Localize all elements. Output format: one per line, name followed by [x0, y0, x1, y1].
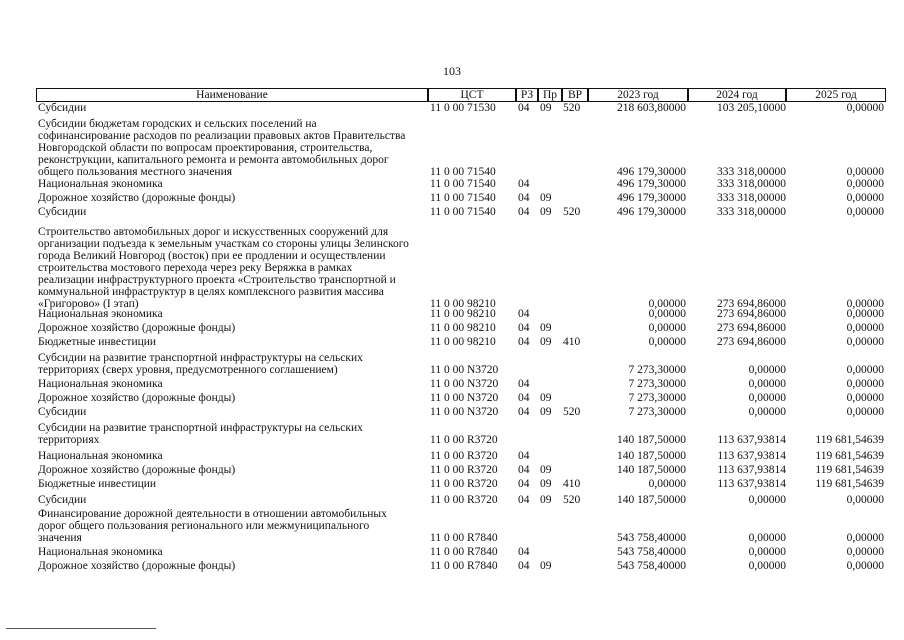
row-2024: 113 637,93814	[717, 450, 786, 462]
row-cst: 11 0 00 98210	[430, 322, 496, 334]
row-2023: 543 758,40000	[617, 532, 686, 544]
row-rz: 04	[518, 464, 530, 476]
row-cst: 11 0 00 71530	[430, 102, 496, 114]
row-cst: 11 0 00 71540	[430, 166, 496, 178]
row-pr: 09	[540, 560, 552, 572]
row-2024: 0,00000	[748, 546, 786, 558]
row-2023: 140 187,50000	[617, 464, 686, 476]
table-row	[0, 422, 904, 446]
row-2023: 543 758,40000	[617, 560, 686, 572]
row-cst: 11 0 00 N3720	[430, 406, 499, 418]
row-cst: 11 0 00 R7840	[430, 560, 498, 572]
row-name: Субсидии	[38, 406, 87, 418]
row-rz: 04	[518, 560, 530, 572]
row-2023: 543 758,40000	[617, 546, 686, 558]
table-row	[0, 450, 904, 462]
row-cst: 11 0 00 98210	[430, 336, 496, 348]
row-2023: 0,00000	[648, 298, 686, 310]
table-row	[0, 508, 904, 544]
row-vr: 520	[563, 406, 581, 418]
row-2024: 0,00000	[748, 378, 786, 390]
row-cst: 11 0 00 R3720	[430, 450, 498, 462]
row-2024: 273 694,86000	[717, 308, 786, 320]
table-row	[0, 352, 904, 376]
row-2024: 113 637,93814	[717, 464, 786, 476]
row-vr: 520	[563, 206, 581, 218]
row-2025: 0,00000	[846, 378, 884, 390]
row-pr: 09	[540, 322, 552, 334]
row-2025: 0,00000	[846, 336, 884, 348]
row-2024: 333 318,00000	[717, 178, 786, 190]
row-cst: 11 0 00 N3720	[430, 364, 499, 376]
row-pr: 09	[540, 464, 552, 476]
row-vr: 520	[563, 102, 581, 114]
row-rz: 04	[518, 450, 530, 462]
table-row	[0, 464, 904, 476]
row-name: Национальная экономика	[38, 378, 163, 390]
row-2024: 333 318,00000	[717, 192, 786, 204]
row-2024: 103 205,10000	[717, 102, 786, 114]
row-pr: 09	[540, 478, 552, 490]
row-2025: 0,00000	[846, 192, 884, 204]
table-row	[0, 546, 904, 558]
row-rz: 04	[518, 392, 530, 404]
table-row	[0, 118, 904, 178]
row-rz: 04	[518, 322, 530, 334]
row-pr: 09	[540, 192, 552, 204]
row-rz: 04	[518, 178, 530, 190]
table-row	[0, 392, 904, 404]
row-vr: 410	[563, 478, 581, 490]
row-2023: 496 179,30000	[617, 178, 686, 190]
header-vr: ВР	[562, 88, 588, 102]
row-2025: 0,00000	[846, 406, 884, 418]
row-2024: 333 318,00000	[717, 166, 786, 178]
row-2023: 496 179,30000	[617, 206, 686, 218]
footer-divider	[6, 628, 156, 629]
table-row	[0, 406, 904, 418]
row-cst: 11 0 00 71540	[430, 192, 496, 204]
header-2025: 2025 год	[786, 88, 886, 102]
row-2024: 0,00000	[748, 560, 786, 572]
row-vr: 410	[563, 336, 581, 348]
row-cst: 11 0 00 N3720	[430, 392, 499, 404]
row-rz: 04	[518, 478, 530, 490]
row-rz: 04	[518, 206, 530, 218]
row-2024: 0,00000	[748, 494, 786, 506]
row-cst: 11 0 00 R7840	[430, 546, 498, 558]
row-cst: 11 0 00 98210	[430, 298, 496, 310]
row-name: Субсидии	[38, 494, 87, 506]
row-2023: 496 179,30000	[617, 192, 686, 204]
row-pr: 09	[540, 206, 552, 218]
row-2023: 218 603,80000	[617, 102, 686, 114]
header-name: Наименование	[36, 88, 428, 102]
header-cst: ЦСТ	[428, 88, 516, 102]
table-row	[0, 308, 904, 320]
row-cst: 11 0 00 71540	[430, 178, 496, 190]
table-row	[0, 560, 904, 572]
table-row	[0, 322, 904, 334]
row-2025: 0,00000	[846, 532, 884, 544]
row-name: Национальная экономика	[38, 308, 163, 320]
row-2024: 113 637,93814	[717, 478, 786, 490]
row-name: Национальная экономика	[38, 450, 163, 462]
row-2024: 273 694,86000	[717, 336, 786, 348]
row-2025: 0,00000	[846, 392, 884, 404]
row-cst: 11 0 00 R7840	[430, 532, 498, 544]
row-2024: 0,00000	[748, 364, 786, 376]
row-name: Финансирование дорожной деятельности в отношении автомобильных дорог общего пользования регионального или межмуниципального значения	[38, 508, 387, 544]
row-2023: 0,00000	[648, 322, 686, 334]
row-2025: 0,00000	[846, 308, 884, 320]
row-cst: 11 0 00 R3720	[430, 478, 498, 490]
row-name: Субсидии	[38, 206, 87, 218]
row-vr: 520	[563, 494, 581, 506]
row-2025: 0,00000	[846, 206, 884, 218]
row-2025: 0,00000	[846, 178, 884, 190]
table-row	[0, 192, 904, 204]
table-row	[0, 102, 904, 114]
row-2025: 0,00000	[846, 364, 884, 376]
header-2023: 2023 год	[588, 88, 688, 102]
row-rz: 04	[518, 192, 530, 204]
row-2025: 0,00000	[846, 494, 884, 506]
row-pr: 09	[540, 406, 552, 418]
row-2024: 273 694,86000	[717, 298, 786, 310]
row-2025: 119 681,54639	[815, 464, 884, 476]
table-row	[0, 378, 904, 390]
row-2023: 7 273,30000	[628, 392, 686, 404]
row-rz: 04	[518, 308, 530, 320]
row-cst: 11 0 00 N3720	[430, 378, 499, 390]
row-name: Дорожное хозяйство (дорожные фонды)	[38, 322, 236, 334]
row-pr: 09	[540, 392, 552, 404]
row-name: Национальная экономика	[38, 178, 163, 190]
row-cst: 11 0 00 R3720	[430, 434, 498, 446]
row-2023: 7 273,30000	[628, 406, 686, 418]
row-rz: 04	[518, 378, 530, 390]
row-2024: 113 637,93814	[717, 434, 786, 446]
header-2024: 2024 год	[688, 88, 786, 102]
table-row	[0, 226, 904, 310]
table-row	[0, 206, 904, 218]
row-name: Субсидии бюджетам городских и сельских поселений на софинансирование расходов по реализации правовых актов Правительства Новгородской области по вопросам проектирования, строительства, реконструкции, капитального ремонта и ремонта автомобильных дорог общего пользования местного значения	[38, 118, 406, 178]
row-2024: 0,00000	[748, 392, 786, 404]
table-row	[0, 178, 904, 190]
table-row	[0, 478, 904, 490]
row-2025: 119 681,54639	[815, 478, 884, 490]
row-2023: 140 187,50000	[617, 434, 686, 446]
row-rz: 04	[518, 336, 530, 348]
row-cst: 11 0 00 R3720	[430, 494, 498, 506]
row-2025: 119 681,54639	[815, 434, 884, 446]
row-rz: 04	[518, 546, 530, 558]
row-rz: 04	[518, 494, 530, 506]
row-cst: 11 0 00 98210	[430, 308, 496, 320]
header-rz: РЗ	[516, 88, 538, 102]
row-2023: 140 187,50000	[617, 494, 686, 506]
row-2023: 496 179,30000	[617, 166, 686, 178]
row-name: Строительство автомобильных дорог и искусственных сооружений для организации подъезда к земельным участкам со стороны улицы Зелинского города Великий Новгород (восток) при ее продлении и осуществлении строительства мостового перехода через реку Веряжка в рамках реализации инфраструктурного проекта «Строительство транспортной и коммунальной инфраструктур в целях комплексного развития массива «Григорово» (I этап)	[38, 226, 409, 310]
row-name: Национальная экономика	[38, 546, 163, 558]
row-2025: 119 681,54639	[815, 450, 884, 462]
table-row	[0, 336, 904, 348]
row-2024: 0,00000	[748, 406, 786, 418]
header-pr: Пр	[538, 88, 562, 102]
row-cst: 11 0 00 71540	[430, 206, 496, 218]
row-name: Дорожное хозяйство (дорожные фонды)	[38, 560, 236, 572]
row-pr: 09	[540, 494, 552, 506]
row-pr: 09	[540, 336, 552, 348]
row-2025: 0,00000	[846, 166, 884, 178]
row-name: Субсидии	[38, 102, 87, 114]
row-2023: 7 273,30000	[628, 364, 686, 376]
row-rz: 04	[518, 406, 530, 418]
row-name: Дорожное хозяйство (дорожные фонды)	[38, 392, 236, 404]
row-name: Бюджетные инвестиции	[38, 478, 157, 490]
row-name: Дорожное хозяйство (дорожные фонды)	[38, 192, 236, 204]
row-2023: 140 187,50000	[617, 450, 686, 462]
row-2025: 0,00000	[846, 102, 884, 114]
table-row	[0, 494, 904, 506]
row-2024: 333 318,00000	[717, 206, 786, 218]
row-name: Бюджетные инвестиции	[38, 336, 157, 348]
row-2023: 7 273,30000	[628, 378, 686, 390]
row-2023: 0,00000	[648, 478, 686, 490]
row-rz: 04	[518, 102, 530, 114]
row-2023: 0,00000	[648, 308, 686, 320]
row-pr: 09	[540, 102, 552, 114]
row-2024: 0,00000	[748, 532, 786, 544]
row-2025: 0,00000	[846, 546, 884, 558]
row-name: Субсидии на развитие транспортной инфраструктуры на сельских территориях (сверх уровня, предусмотренного соглашением)	[38, 352, 363, 376]
row-name: Субсидии на развитие транспортной инфраструктуры на сельских территориях	[38, 422, 363, 446]
page-number: 103	[443, 64, 461, 78]
row-2024: 273 694,86000	[717, 322, 786, 334]
row-2025: 0,00000	[846, 322, 884, 334]
row-2025: 0,00000	[846, 298, 884, 310]
row-2023: 0,00000	[648, 336, 686, 348]
row-cst: 11 0 00 R3720	[430, 464, 498, 476]
row-2025: 0,00000	[846, 560, 884, 572]
row-name: Дорожное хозяйство (дорожные фонды)	[38, 464, 236, 476]
